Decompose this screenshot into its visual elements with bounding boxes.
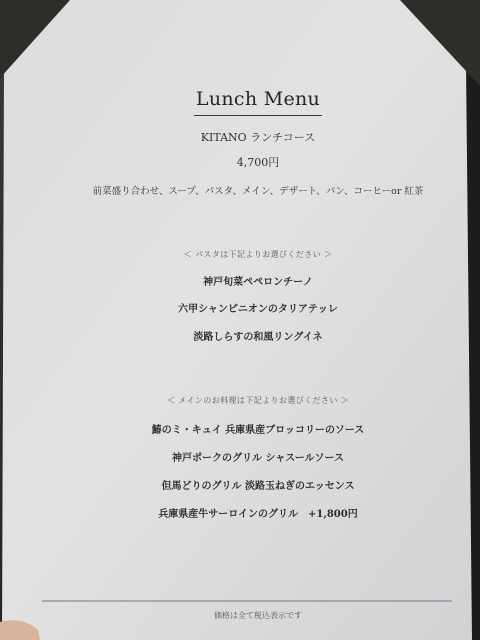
main-section-heading: ＜ メインのお料理は下記よりお選びください ＞ <box>166 396 350 405</box>
course-name: KITANO ランチコース <box>200 131 316 144</box>
main-item: 但馬どりのグリル 淡路玉ねぎのエッセンス <box>161 481 355 492</box>
pasta-section-heading: ＜ パスタは下記よりお選びください ＞ <box>183 250 333 259</box>
pasta-item: 淡路しらすの和風リングイネ <box>193 332 323 343</box>
pasta-item: 神戸旬菜ペペロンチーノ <box>203 277 313 288</box>
main-item: 兵庫県産牛サーロインのグリル +1,800円 <box>158 509 358 520</box>
tax-note: 価格は全て税込表示です <box>214 611 302 620</box>
course-includes: 前菜盛り合わせ、スープ、パスタ、メイン、デザート、パン、コーヒーor 紅茶 <box>92 186 424 197</box>
main-item: 神戸ポークのグリル シャスールソース <box>171 453 345 464</box>
main-item: 鰆のミ・キュイ 兵庫県産ブロッコリーのソース <box>151 425 365 436</box>
menu-title: Lunch Menu <box>48 88 468 116</box>
pasta-item: 六甲シャンピニオンのタリアテッレ <box>178 304 338 315</box>
course-price: 4,700円 <box>236 156 280 169</box>
